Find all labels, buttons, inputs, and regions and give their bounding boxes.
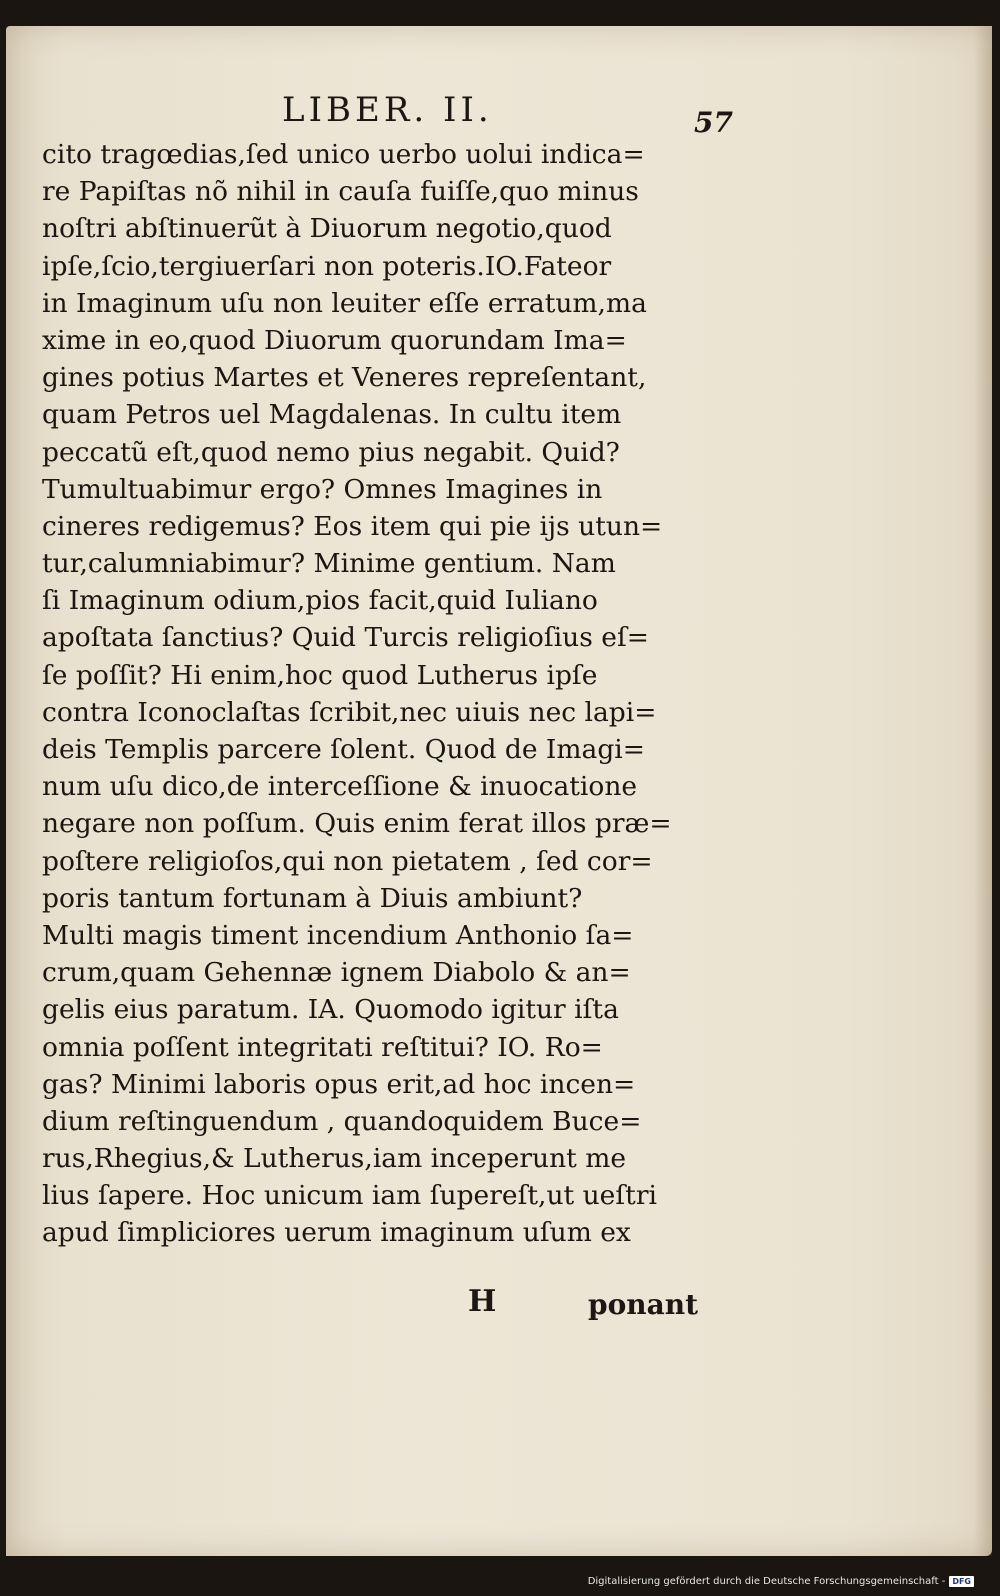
text-line: xime in eo,quod Diuorum quorundam Ima=: [42, 324, 627, 356]
text-line: crum,quam Gehennæ ignem Diabolo & an=: [42, 957, 631, 989]
text-line: quam Petros uel Magdalenas. In cultu item: [42, 399, 622, 431]
text-line: lius ſapere. Hoc unicum iam ſupereſt,ut ueſtri: [42, 1180, 657, 1212]
text-line: Tumultuabimur ergo? Omnes Imagines in: [42, 473, 603, 505]
folio-number: 57: [694, 106, 733, 139]
text-line: dium reſtinguendum , quandoquidem Buce=: [42, 1105, 642, 1137]
text-line: apud ſimpliciores uerum imaginum uſum ex: [42, 1217, 631, 1249]
catchword: ponant: [588, 1288, 699, 1321]
text-line: noſtri abſtinuerũt à Diuorum negotio,quod: [42, 213, 612, 245]
body-text: [42, 136, 762, 1252]
text-line: negare non poſſum. Quis enim ferat illos præ=: [42, 808, 672, 840]
text-line: poſtere religioſos,qui non pietatem , ſed cor=: [42, 845, 653, 877]
dfg-logo: DFG: [949, 1576, 974, 1587]
text-line: deis Templis parcere ſolent. Quod de Imagi=: [42, 734, 645, 765]
running-head: LIBER. II.: [282, 90, 493, 130]
text-line: gines potius Martes et Veneres repreſentant,: [42, 362, 647, 394]
text-line: peccatũ eſt,quod nemo pius negabit. Quid?: [42, 436, 620, 468]
text-line: contra Iconoclaſtas ſcribit,nec uiuis nec lapi=: [42, 696, 657, 728]
text-line: apoſtata ſanctius? Quid Turcis religioſius eſ=: [42, 622, 649, 654]
text-line: ſe poſſit? Hi enim,hoc quod Lutherus ipſe: [42, 659, 598, 691]
text-line: gas? Minimi laboris opus erit,ad hoc incen=: [42, 1068, 636, 1100]
credit-text: Digitalisierung gefördert durch die Deutsche Forschungsgemeinschaft -: [587, 1576, 946, 1587]
text-line: rus,Rhegius,& Lutherus,iam inceperunt me: [42, 1143, 627, 1175]
text-line: Multi magis timent incendium Anthonio ſa=: [42, 919, 634, 951]
text-line: ipſe,ſcio,tergiuerſari non poteris.IO.Fateor: [42, 250, 612, 282]
text-line: ſi Imaginum odium,pios facit,quid Iuliano: [42, 585, 598, 617]
text-line: in Imaginum uſu non leuiter eſſe erratum,ma: [42, 287, 647, 319]
text-line: tur,calumniabimur? Minime gentium. Nam: [42, 548, 616, 580]
text-line: num uſu dico,de interceſſione & inuocatione: [42, 771, 638, 803]
text-line: poris tantum fortunam à Diuis ambiunt?: [42, 882, 583, 914]
text-line: omnia poſſent integritati reſtitui? IO. Ro=: [42, 1031, 603, 1063]
signature-mark: H: [468, 1284, 497, 1319]
text-line: cineres redigemus? Eos item qui pie ijs utun=: [42, 510, 663, 542]
digitization-credit: [588, 1576, 974, 1587]
text-line: re Papiſtas nõ nihil in cauſa fuiſſe,quo minus: [42, 176, 639, 208]
text-line: cito tragœdias,ſed unico uerbo uolui indica=: [42, 139, 645, 170]
text-line: gelis eius paratum. IA. Quomodo igitur iſta: [42, 994, 619, 1026]
book-page: [6, 26, 992, 1556]
